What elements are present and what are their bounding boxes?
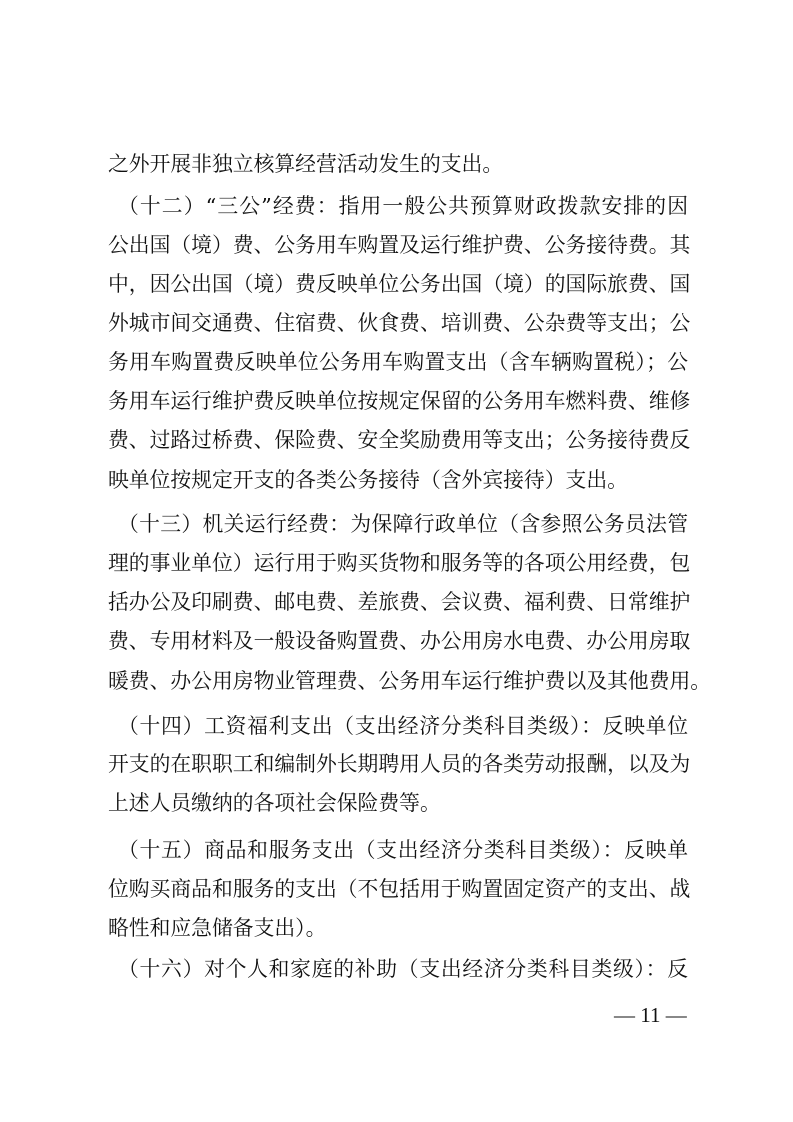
text-line: （十三）机关运行经费：为保障行政单位（含参照公务员法管	[118, 512, 688, 536]
text-line: 务用车运行维护费反映单位按规定保留的公务用车燃料费、维修	[108, 389, 691, 413]
text-line: 映单位按规定开支的各类公务接待（含外宾接待）支出。	[108, 468, 628, 492]
text-line: 暖费、办公用房物业管理费、公务用车运行维护费以及其他费用。	[108, 669, 712, 693]
page-number: — 11 —	[614, 1003, 687, 1027]
text-line: 务用车购置费反映单位公务用车购置支出（含车辆购置税）；公	[108, 350, 688, 374]
text-line: （十五）商品和服务支出（支出经济分类科目类级）：反映单	[118, 838, 688, 862]
text-line: （十六）对个人和家庭的补助（支出经济分类科目类级）：反	[118, 957, 688, 981]
text-line: 略性和应急储备支出）。	[108, 916, 327, 940]
text-line: 理的事业单位）运行用于购买货物和服务等的各项公用经费，包	[108, 551, 691, 575]
text-line: 位购买商品和服务的支出（不包括用于购置固定资产的支出、战	[108, 877, 691, 901]
text-line: 括办公及印刷费、邮电费、差旅费、会议费、福利费、日常维护	[108, 590, 691, 614]
text-line: 上述人员缴纳的各项社会保险费等。	[108, 791, 441, 815]
text-line: （十二）“三公”经费：指用一般公共预算财政拨款安排的因	[118, 194, 688, 218]
text-line: （十四）工资福利支出（支出经济分类科目类级）：反映单位	[118, 714, 688, 738]
text-line: 中，因公出国（境）费反映单位公务出国（境）的国际旅费、国	[108, 272, 691, 296]
text-line: 之外开展非独立核算经营活动发生的支出。	[108, 152, 504, 176]
text-line: 开支的在职职工和编制外长期聘用人员的各类劳动报酬，以及为	[108, 752, 691, 776]
text-line: 公出国（境）费、公务用车购置及运行维护费、公务接待费。其	[108, 233, 691, 257]
text-line: 费、专用材料及一般设备购置费、办公用房水电费、办公用房取	[108, 629, 691, 653]
text-line: 费、过路过桥费、保险费、安全奖励费用等支出；公务接待费反	[108, 428, 691, 452]
text-line: 外城市间交通费、住宿费、伙食费、培训费、公杂费等支出；公	[108, 311, 691, 335]
